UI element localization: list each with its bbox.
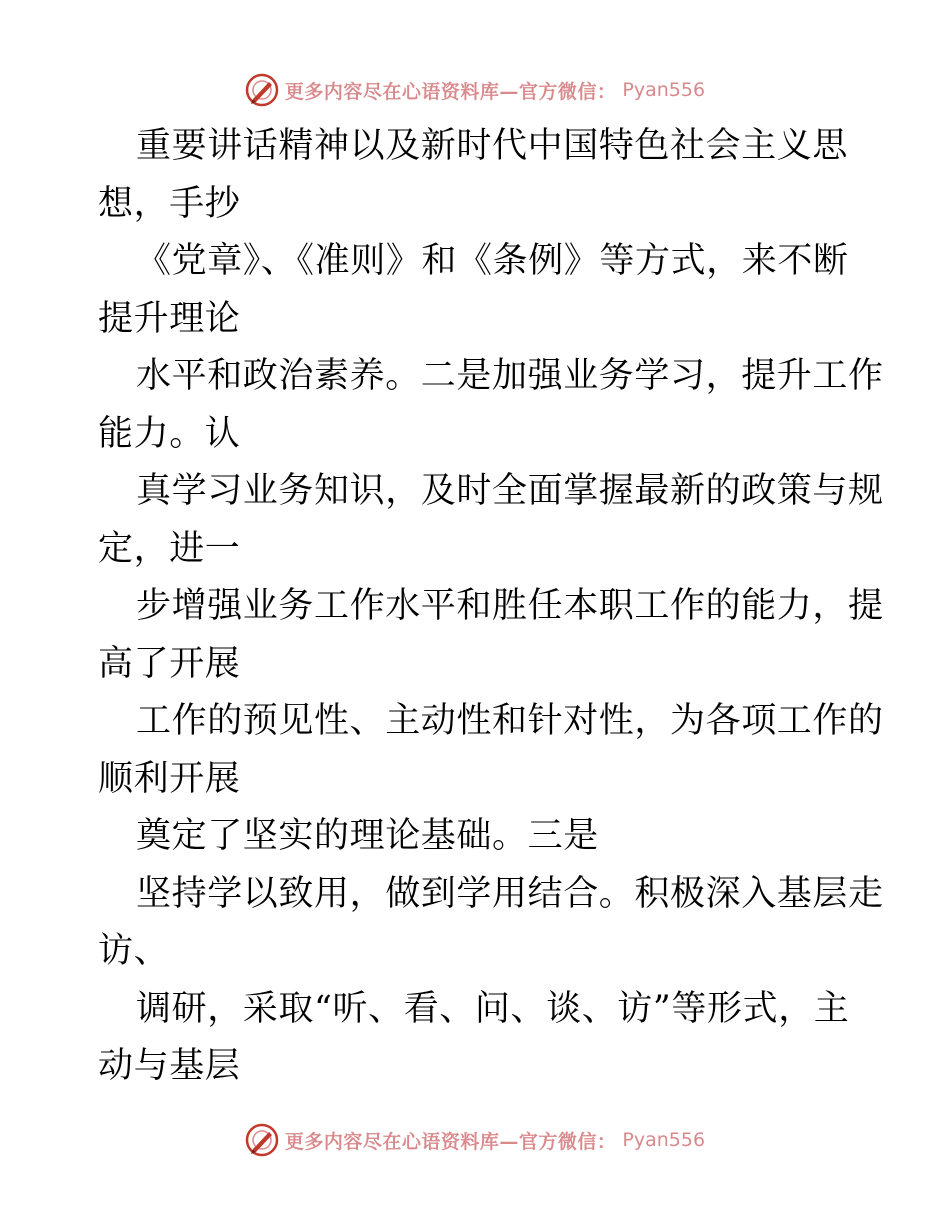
text-line: 访、 [98,931,170,971]
footer-wechat-id: Pyan556 [622,1129,706,1151]
text-line: 工作的预见性、主动性和针对性，为各项工作的 [136,701,884,741]
text-line: 想，手抄 [98,183,241,224]
text-line: 重要讲话精神以及新时代中国特色社会主义思 [136,126,849,166]
text-line: 定，进一 [98,528,241,569]
body-text [98,118,884,1096]
header-banner [0,70,950,110]
text-line: 坚持学以致用，做到学用结合。积极深入基层走 [136,873,884,914]
text-line: 水平和政治素养。二是加强业务学习，提升工作 [136,356,884,396]
footer-banner [0,1120,950,1160]
pen-logo-icon [245,73,279,107]
text-line: 《党章》、《准则》和《条例》等方式，来不断 [136,241,849,281]
footer-text: 更多内容尽在心语资料库—官方微信： [284,1130,617,1153]
text-line: 步增强业务工作水平和胜任本职工作的能力，提 [136,586,884,626]
text-line: 调研，采取“听、看、问、谈、访”等形式，主 [136,988,850,1029]
text-line: 能力。认 [98,413,241,454]
header-wechat-id: Pyan556 [622,79,706,101]
text-line: 动与基层 [98,1046,241,1086]
text-line: 提升理论 [98,298,241,339]
text-line: 真学习业务知识，及时全面掌握最新的政策与规 [136,471,884,511]
text-line: 顺利开展 [98,758,241,799]
text-line: 高了开展 [98,643,241,684]
header-text: 更多内容尽在心语资料库—官方微信： [284,80,617,103]
text-line: 奠定了坚实的理论基础。三是 [136,816,599,856]
pen-logo-icon [245,1123,279,1157]
